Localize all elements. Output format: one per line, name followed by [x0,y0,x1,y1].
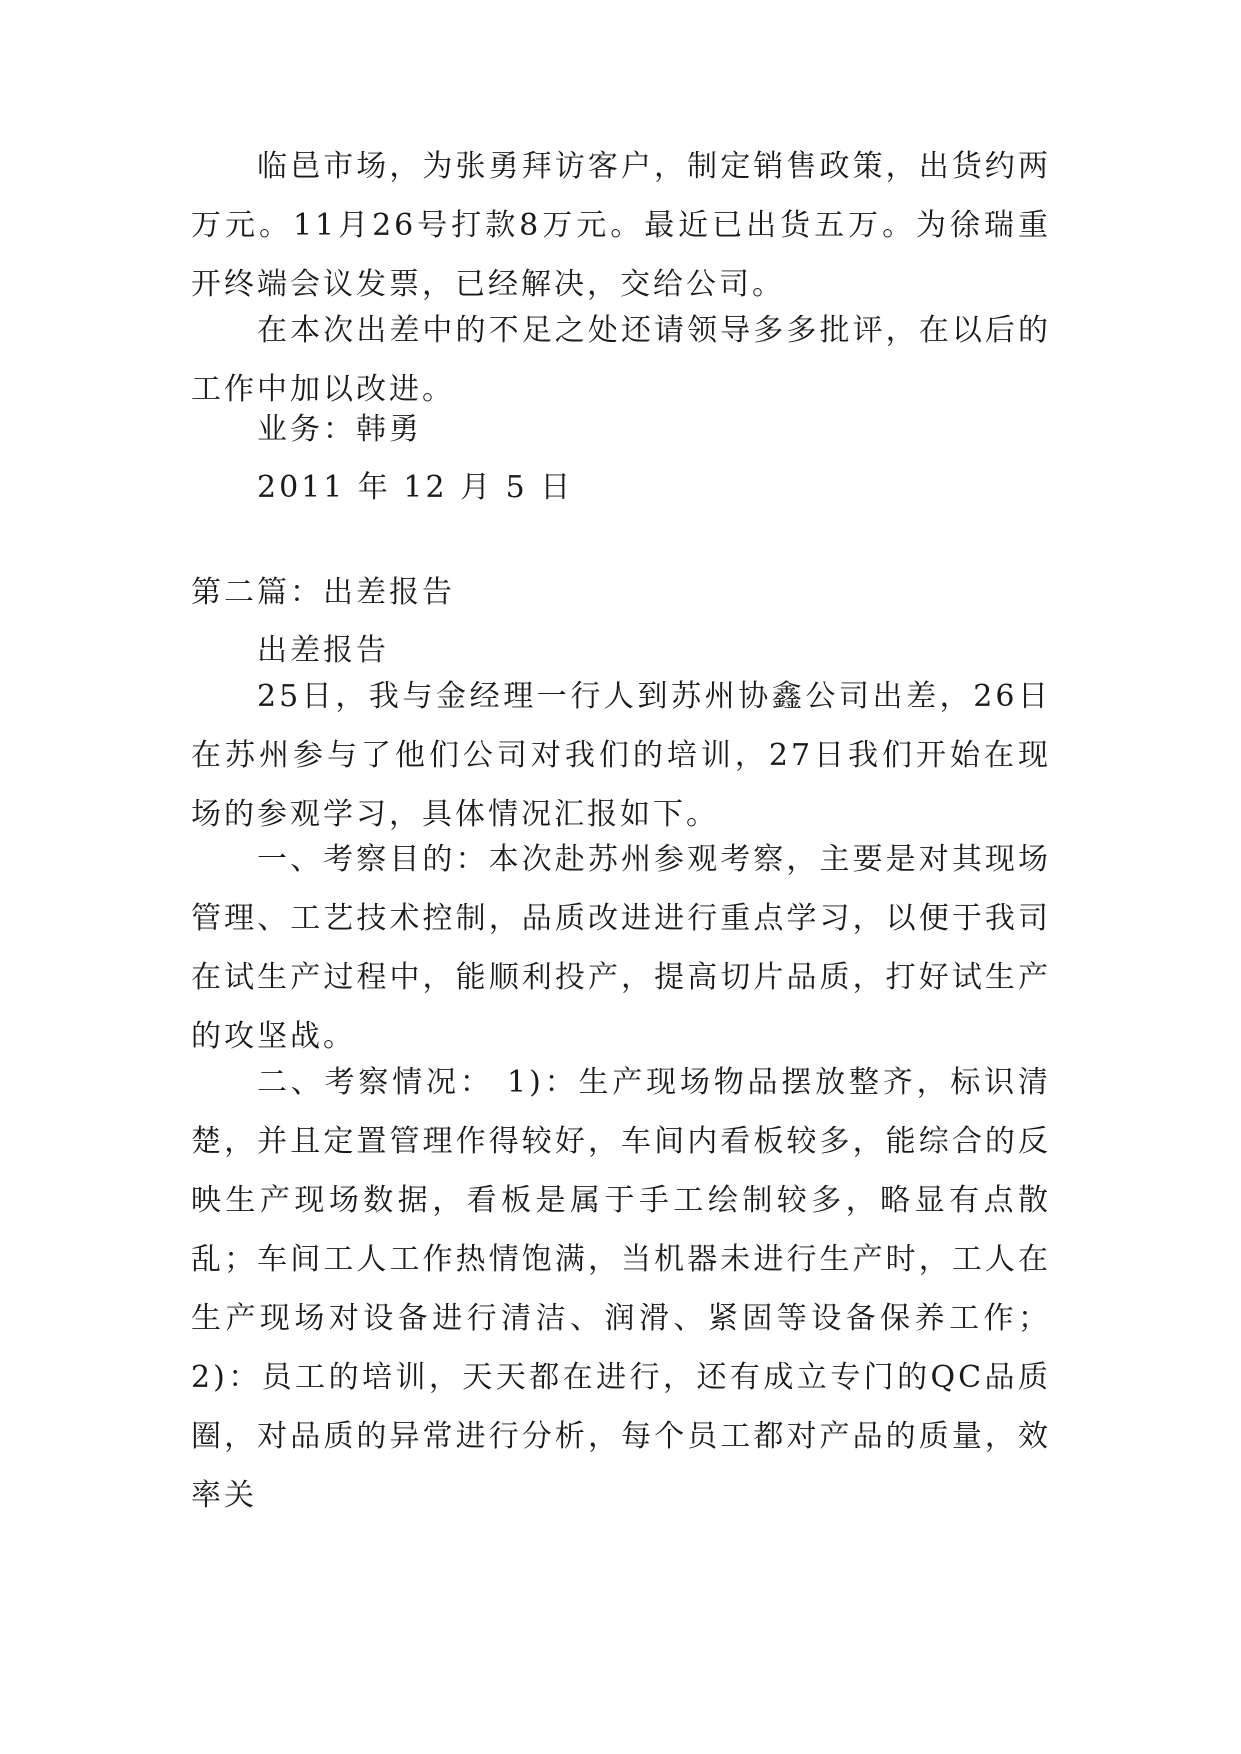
paragraph-inspection-purpose: 一、考察目的：本次赴苏州参观考察，主要是对其现场管理、工艺技术控制，品质改进进行重点学习，以便于我司在试生产过程中，能顺利投产，提高切片品质，打好试生产的攻坚战。 [191,842,1051,1054]
date-line: 2011 年 12 月 5 日 [257,470,574,505]
chapter-heading: 第二篇：出差报告 [191,575,455,610]
report-title: 出差报告 [257,633,389,668]
paragraph-inspection-situation: 二、考察情况： 1)：生产现场物品摆放整齐，标识清楚，并且定置管理作得较好，车间内看板较多，能综合的反映生产现场数据，看板是属于手工绘制较多，略显有点散乱；车间工人工作热情饱满，当机器未进行生产时，工人在生产现场对设备进行清洁、润滑、紧固等设备保养工作； 2)：员工的培训，天天都在进行，还有成立专门的QC品质圈，对品质的异常进行分析，每个员工都对产品的质量，效率关 [191,1065,1051,1513]
paragraph-trip-intro: 25日，我与金经理一行人到苏州协鑫公司出差，26日在苏州参与了他们公司对我们的培训，27日我们开始在现场的参观学习，具体情况汇报如下。 [191,679,1051,832]
paragraph-linyi-market: 临邑市场，为张勇拜访客户，制定销售政策，出货约两万元。11月26号打款8万元。最近已出货五万。为徐瑞重开终端会议发票，已经解决，交给公司。 [191,149,1051,302]
paragraph-closing-remarks: 在本次出差中的不足之处还请领导多多批评，在以后的工作中加以改进。 [191,313,1051,407]
signature-line: 业务：韩勇 [257,412,422,447]
